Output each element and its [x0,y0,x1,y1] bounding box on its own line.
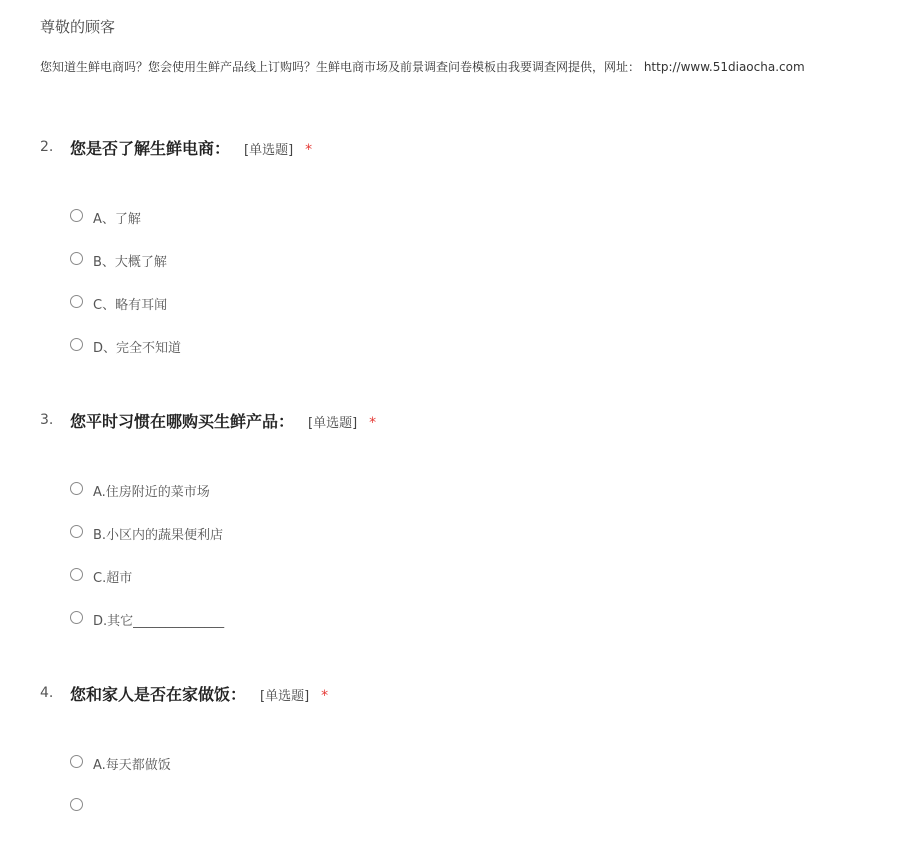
question-2 [40,136,900,356]
radio-button[interactable] [70,568,83,581]
option-label[interactable]: A.住房附近的菜市场 [93,485,210,500]
question-title [70,409,376,432]
question-3 [40,409,900,629]
question-type-label: [单选题] [260,689,310,704]
required-asterisk: * [321,688,329,704]
question-type-label: [单选题] [308,416,358,431]
survey-greeting: 尊敬的顾客 [40,18,116,36]
question-4 [40,682,900,773]
question-title-text: 您平时习惯在哪购买生鲜产品： [70,412,295,431]
question-header [40,136,900,160]
option-label[interactable]: D、完全不知道 [93,341,182,356]
radio-button[interactable] [70,525,83,538]
radio-button[interactable] [70,611,83,624]
radio-button[interactable] [70,252,83,265]
question-type-label: [单选题] [244,143,294,158]
required-asterisk: * [369,415,377,431]
question-title [70,682,328,705]
option-label[interactable]: B.小区内的蔬果便利店 [93,528,224,543]
option-label[interactable]: A、了解 [93,212,141,227]
required-asterisk: * [305,142,313,158]
question-header [40,409,900,433]
radio-button[interactable] [70,482,83,495]
question-number: 4. [40,685,54,701]
survey-intro: 您知道生鲜电商吗？您会使用生鲜产品线上订购吗？生鲜电商市场及前景调查问卷模板由我要调查网提供，网址： http://www.51diaocha.com [40,60,805,74]
question-header [40,682,900,706]
question-title [70,136,312,159]
radio-button[interactable] [70,295,83,308]
option-label[interactable]: A.每天都做饭 [93,758,171,773]
option-label[interactable]: C.超市 [93,571,133,586]
question-number: 3. [40,412,54,428]
radio-button[interactable] [70,755,83,768]
question-number: 2. [40,139,54,155]
option-label[interactable]: C、略有耳闻 [93,298,168,313]
option-label[interactable]: D.其它______________ [93,614,225,629]
question-title-text: 您和家人是否在家做饭： [70,685,247,704]
radio-button[interactable] [70,338,83,351]
question-title-text: 您是否了解生鲜电商： [70,139,231,158]
radio-button[interactable] [70,209,83,222]
option-label[interactable]: B、大概了解 [93,255,167,270]
